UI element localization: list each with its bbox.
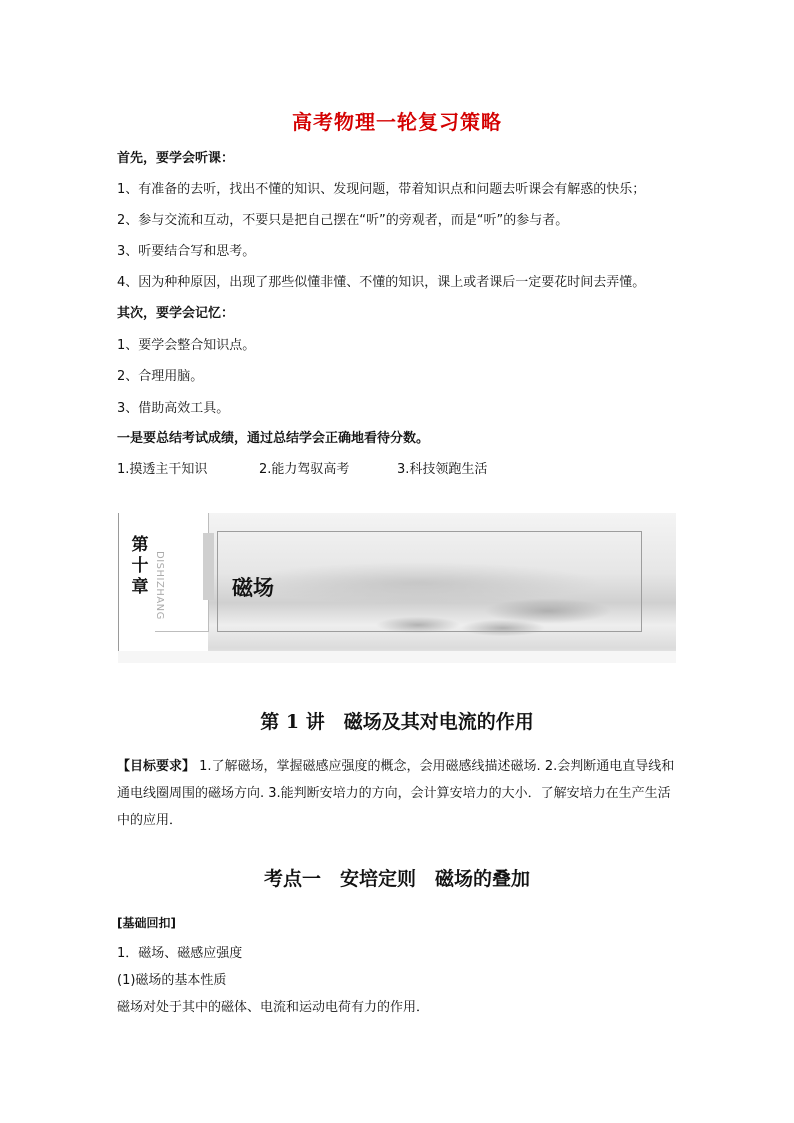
banner-bottom-strip [118, 651, 676, 663]
banner-title-box [217, 531, 642, 632]
section1-item-4: 4、因为种种原因，出现了那些似懂非懂、不懂的知识，课上或者课后一定要花时间去弄懂。 [117, 275, 646, 290]
banner-left-border [118, 513, 119, 663]
chapter-char-2: 十 [131, 556, 149, 576]
topic-title: 考点一 安培定则 磁场的叠加 [263, 868, 530, 890]
basics-sub-1: (1)磁场的基本性质 [117, 973, 227, 988]
section1-heading: 首先，要学会听课： [117, 151, 235, 166]
document-title: 高考物理一轮复习策略 [292, 110, 502, 134]
banner-accent-bar [203, 533, 214, 600]
tool-item-3: 3.科技领跑生活 [397, 462, 488, 477]
chapter-pinyin: DISHIZHANG [154, 551, 165, 620]
goal-label: 【目标要求】 [117, 759, 196, 774]
section1-item-1: 1、有准备的去听，找出不懂的知识、发现问题，带着知识点和问题去听课会有解惑的快乐； [117, 182, 646, 197]
chapter-number [130, 535, 150, 598]
chapter-banner [118, 513, 676, 663]
tool-item-1: 1.摸透主干知识 [117, 462, 208, 477]
section1-item-2: 2、参与交流和互动，不要只是把自己摆在“听”的旁观者，而是“听”的参与者。 [117, 213, 569, 228]
section2-item-2: 2、合理用脑。 [117, 369, 204, 384]
basics-desc: 磁场对处于其中的磁体、电流和运动电荷有力的作用． [117, 1000, 430, 1015]
section2-item-3: 3、借助高效工具。 [117, 401, 230, 416]
section2-heading: 其次，要学会记忆： [117, 306, 235, 321]
summary-line: 一是要总结考试成绩，通过总结学会正确地看待分数。 [117, 431, 430, 446]
goal-text: 1.了解磁场，掌握磁感应强度的概念，会用磁感线描述磁场. 2.会判断通电直导线和通电线圈周围的磁场方向. 3.能判断安培力的方向，会计算安培力的大小．了解安培力在生产生活中的应用． [117, 759, 675, 828]
chapter-name: 磁场 [232, 576, 274, 600]
section2-item-1: 1、要学会整合知识点。 [117, 338, 256, 353]
goal-paragraph [117, 753, 682, 834]
basics-label: [基础回扣] [117, 916, 176, 930]
tools-line [117, 458, 487, 477]
tool-item-2: 2.能力驾驭高考 [259, 462, 350, 477]
section1-item-3: 3、听要结合写和思考。 [117, 244, 256, 259]
basics-item-1: 1．磁场、磁感应强度 [117, 946, 243, 961]
lecture-title: 第 1 讲 磁场及其对电流的作用 [260, 711, 534, 733]
chapter-char-3: 章 [131, 577, 149, 597]
chapter-char-1: 第 [131, 535, 149, 555]
